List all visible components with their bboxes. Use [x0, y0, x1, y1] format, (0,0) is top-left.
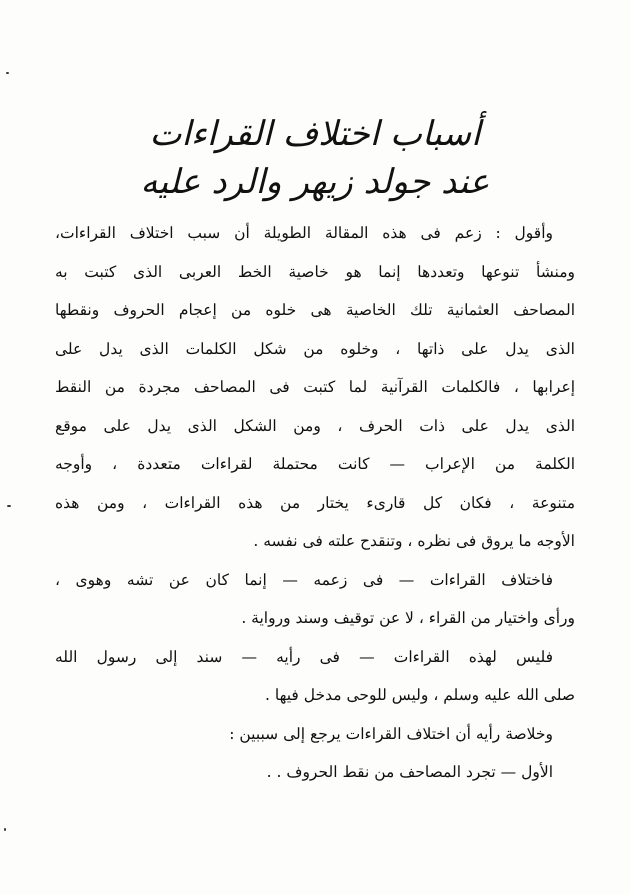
title-line-1: أسباب اختلاف القراءات	[149, 114, 481, 154]
title-line-2: عند جولد زيهر والرد عليه	[140, 162, 490, 202]
text-line: إعرابها ، فالكلمات القرآنية لما كتبت فى المصاحف مجردة من النقط	[55, 378, 575, 396]
text-line: المصاحف العثمانية تلك الخاصية هى خلوه من إعجام الحروف ونقطها	[55, 301, 575, 319]
text-line: فليس لهذه القراءات — فى رأيه — سند إلى رسول الله	[55, 647, 553, 666]
text-line: صلى الله عليه وسلم ، وليس للوحى مدخل فيها .	[265, 686, 575, 704]
text-line: الكلمة من الإعراب — كانت محتملة لقراءات متعددة ، وأوجه	[55, 455, 575, 473]
scan-speck	[7, 505, 11, 507]
text-line: ورأى واختيار من القراء ، لا عن توقيف وسند ورواية .	[241, 609, 575, 627]
text-line: متنوعة ، فكان كل قارىء يختار من هذه القراءات ، ومن هذه	[55, 493, 575, 512]
scan-speck	[4, 828, 6, 831]
body-text	[55, 214, 575, 792]
text-line: ومنشأ تنوعها وتعددها إنما هو خاصية الخط العربى الذى كتبت به	[55, 262, 575, 281]
text-line: وخلاصة رأيه أن اختلاف القراءات يرجع إلى سببين :	[229, 724, 553, 743]
text-line: الأول — تجرد المصاحف من نقط الحروف . .	[266, 763, 553, 781]
text-line: الذى يدل على ذاتها ، وخلوه من شكل الكلمات الذى يدل على	[55, 339, 575, 358]
scan-speck	[6, 72, 9, 74]
text-line: وأقول : زعم فى هذه المقالة الطويلة أن سبب اختلاف القراءات،	[55, 224, 553, 242]
text-line: الأوجه ما يروق فى نظره ، وتنقدح علته فى نفسه .	[253, 532, 575, 550]
text-line: فاختلاف القراءات — فى زعمه — إنما كان عن تشه وهوى ،	[55, 570, 553, 589]
text-line: الذى يدل على ذات الحرف ، ومن الشكل الذى يدل على موقع	[55, 416, 575, 435]
